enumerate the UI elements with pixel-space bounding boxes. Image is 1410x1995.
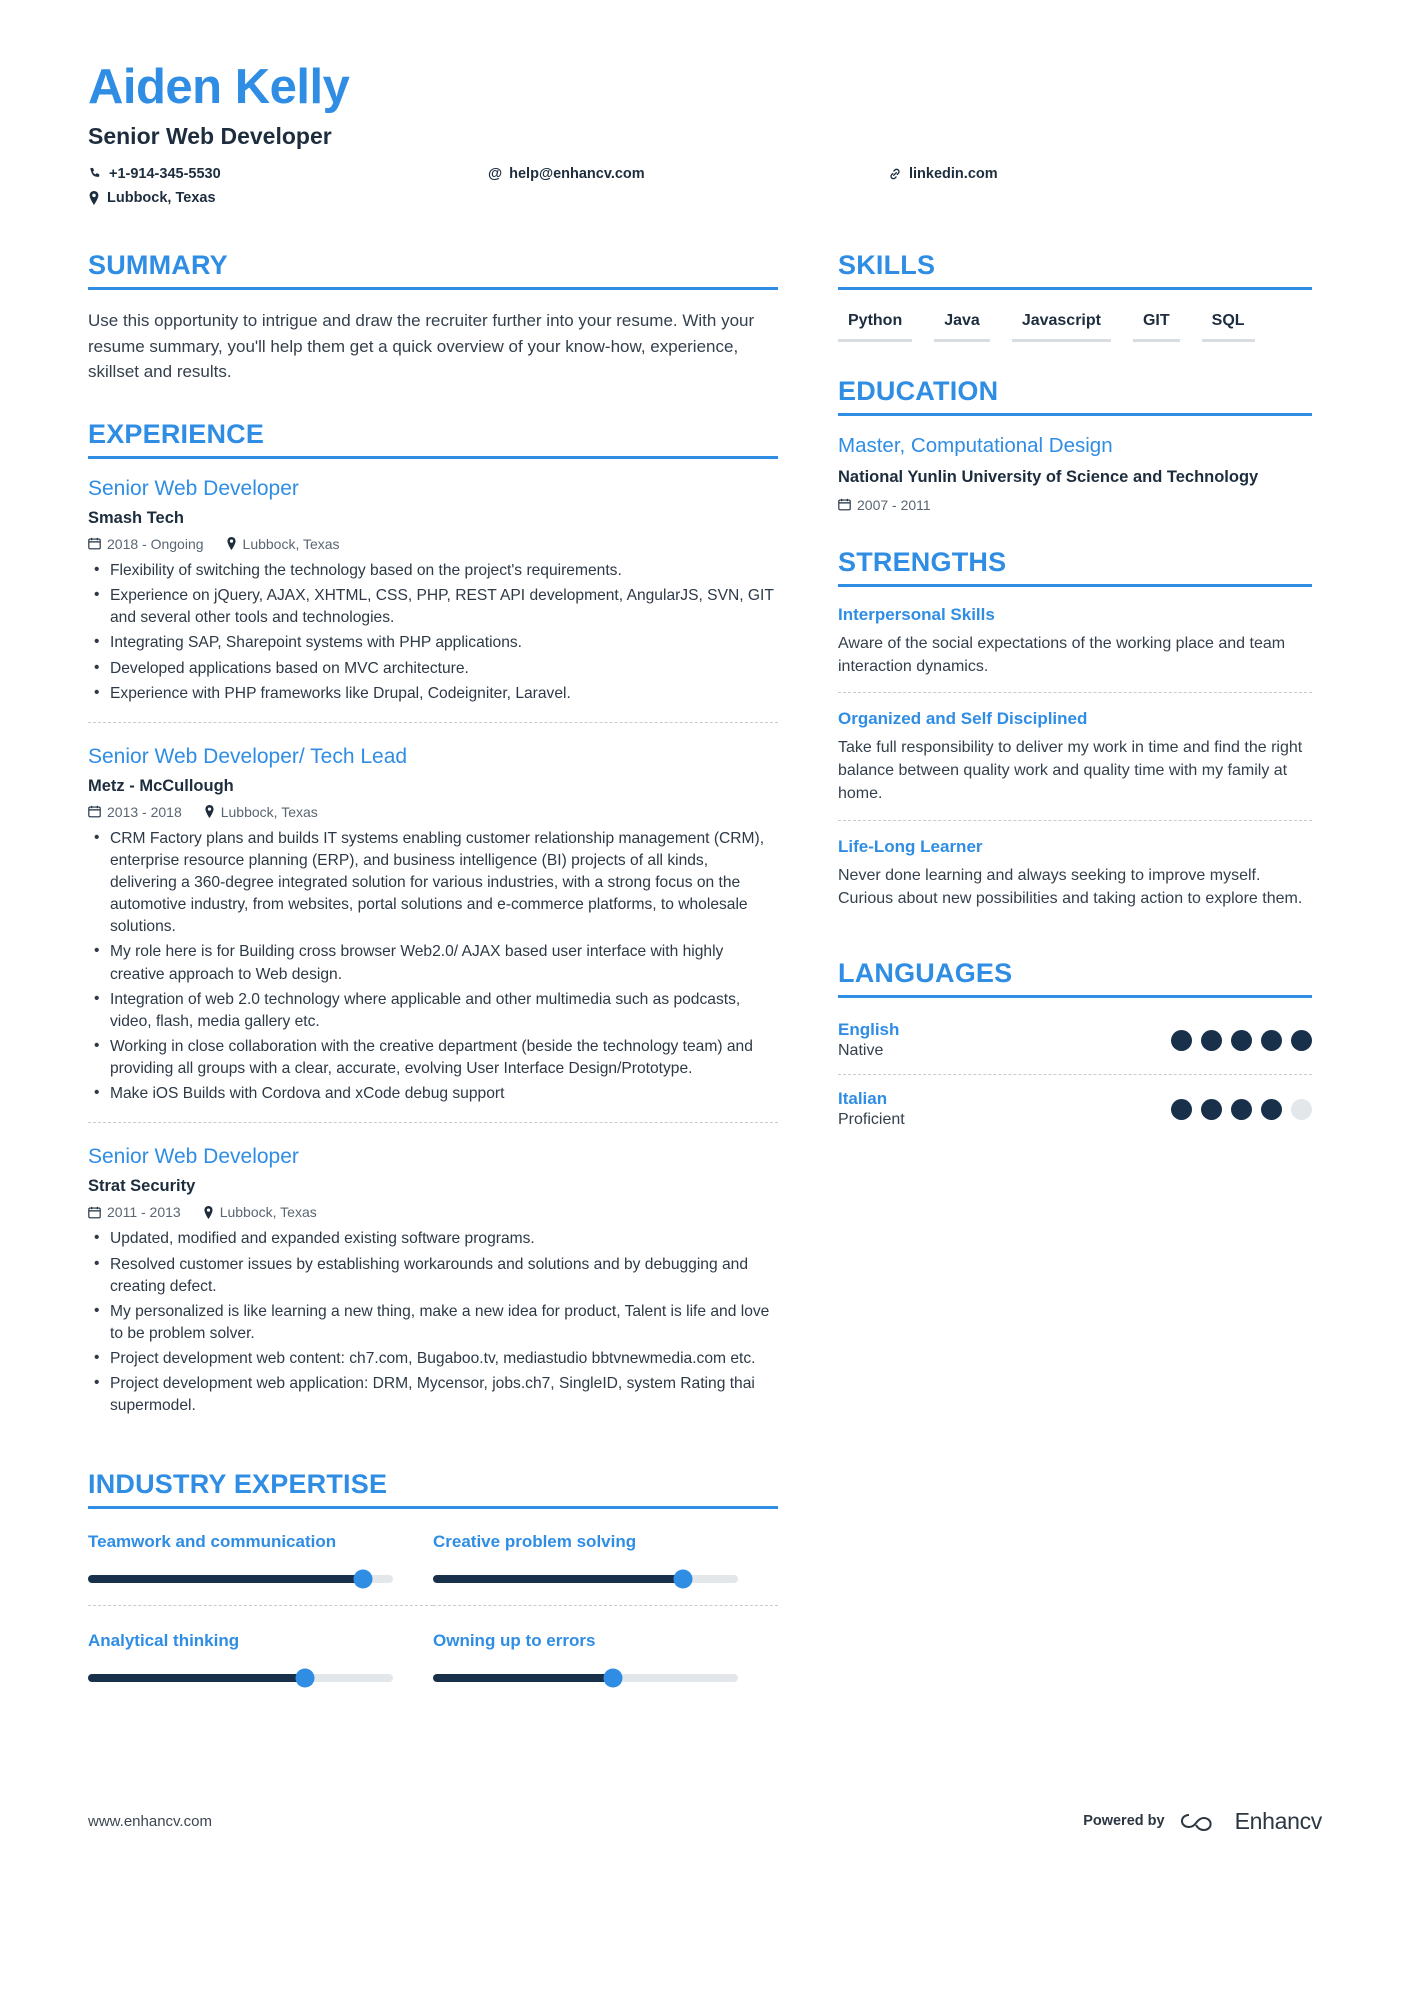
experience-bullet: • Experience on jQuery, AJAX, XHTML, CSS, PHP, REST API development, AngularJS, SVN, GIT and several other tools and technologies. (110, 585, 778, 629)
experience-role: Senior Web Developer (88, 476, 299, 500)
calendar-icon (838, 498, 851, 511)
strength-text: Never done learning and always seeking to improve myself. Curious about new possibilities and taking action to explore them. (838, 866, 1303, 907)
expertise-label: Creative problem solving (433, 1531, 637, 1551)
education-school: National Yunlin University of Science and Technology (838, 468, 1259, 487)
experience-item (88, 1122, 778, 1434)
experience-meta (88, 1204, 778, 1220)
expertise-slider[interactable] (88, 1674, 393, 1682)
strength-item (838, 692, 1312, 820)
experience-bullet: • Integration of web 2.0 technology where applicable and other multimedia such as podcasts, video, flash, media gallery etc. (110, 989, 778, 1033)
experience-dates (88, 536, 204, 552)
strength-item (838, 820, 1312, 924)
languages-divider (838, 995, 1312, 998)
experience-dates-value: 2018 - Ongoing (107, 535, 204, 552)
skill-tag: Java (934, 308, 990, 342)
experience-company: Metz - McCullough (88, 776, 234, 795)
contact-phone (88, 166, 488, 182)
experience-bullet: • CRM Factory plans and builds IT systems enabling customer relationship management (CRM), enterprise resource planning (ERP), and business intelligence (BI) projects of all kinds, delivering a 360-degree integrated solution for various industries, with a strong focus on the automotive industry, from websites, portal solutions and e-commerce platforms, to wholesale solutions. (110, 828, 778, 939)
expertise-item (88, 1527, 433, 1606)
experience-item (88, 722, 778, 1123)
contact-email[interactable] (488, 166, 888, 182)
experience-location (226, 536, 340, 552)
contact-link-value: linkedin.com (909, 166, 998, 183)
experience-dates-value: 2011 - 2013 (107, 1204, 181, 1221)
at-icon: @ (488, 166, 503, 183)
experience-bullet: • Experience with PHP frameworks like Drupal, Codeigniter, Laravel. (110, 683, 778, 705)
calendar-icon (88, 805, 101, 818)
language-item (838, 1016, 1312, 1074)
summary-text: Use this opportunity to intrigue and draw the recruiter further into your resume. With your resume summary, you'll help them get a quick overview of your know-how, experience, skillset and results. (88, 311, 755, 382)
education-item (838, 434, 1312, 512)
location-pin-icon (88, 191, 100, 205)
expertise-slider-knob[interactable] (674, 1569, 693, 1588)
industry-expertise-divider (88, 1506, 778, 1509)
summary-heading: SUMMARY (88, 250, 228, 281)
expertise-label: Owning up to errors (433, 1630, 596, 1650)
languages-section (838, 958, 1312, 1143)
enhancv-logo-icon (1177, 1808, 1223, 1834)
rating-dot (1291, 1030, 1312, 1051)
experience-dates (88, 804, 182, 820)
experience-bullets (88, 560, 778, 705)
rating-dot (1201, 1099, 1222, 1120)
experience-location (204, 804, 318, 820)
link-icon (888, 167, 902, 181)
experience-bullets (88, 828, 778, 1106)
strength-title: Organized and Self Disciplined (838, 709, 1088, 729)
expertise-item (433, 1527, 778, 1606)
expertise-slider-knob[interactable] (353, 1569, 372, 1588)
contact-phone-value: +1-914-345-5530 (109, 166, 221, 183)
contact-info (88, 166, 1322, 214)
experience-bullet: • Working in close collaboration with the creative department (beside the technology team) and providing all groups with a clear, accurate, evolving User Interface Design/Prototype. (110, 1036, 778, 1080)
experience-bullet: • Make iOS Builds with Cordova and xCode debug support (110, 1083, 778, 1105)
experience-bullet: • My personalized is like learning a new thing, make a new idea for product, Talent is life and love to be problem solver. (110, 1301, 778, 1345)
calendar-icon (88, 537, 101, 550)
candidate-name: Aiden Kelly (88, 60, 350, 114)
summary-divider (88, 287, 778, 290)
language-info (838, 1089, 905, 1129)
expertise-grid (88, 1527, 778, 1704)
experience-section (88, 419, 778, 1435)
rating-dot (1201, 1030, 1222, 1051)
strength-title: Interpersonal Skills (838, 604, 995, 624)
skills-list (838, 308, 1312, 342)
expertise-slider[interactable] (433, 1575, 738, 1583)
rating-dot (1231, 1099, 1252, 1120)
strengths-section (838, 547, 1312, 924)
experience-bullet: • Project development web application: DRM, Mycensor, jobs.ch7, SingleID, system Rating thai supermodel. (110, 1373, 778, 1417)
expertise-slider-fill (88, 1575, 363, 1583)
experience-heading: EXPERIENCE (88, 418, 265, 449)
strengths-divider (838, 584, 1312, 587)
experience-role: Senior Web Developer/ Tech Lead (88, 744, 408, 768)
strengths-heading: STRENGTHS (838, 546, 1007, 577)
expertise-label: Teamwork and communication (88, 1531, 337, 1551)
skills-heading: SKILLS (838, 250, 936, 281)
contact-location-value: Lubbock, Texas (107, 190, 216, 207)
location-pin-icon (203, 1206, 214, 1219)
location-pin-icon (204, 805, 215, 818)
skill-tag: GIT (1133, 308, 1180, 342)
footer-url[interactable]: www.enhancv.com (88, 1812, 212, 1830)
strength-text: Take full responsibility to deliver my work in time and find the right balance between quality work and quality time with my family at home. (838, 739, 1303, 803)
expertise-slider[interactable] (433, 1674, 738, 1682)
language-rating (1171, 1030, 1312, 1051)
resume-header (88, 0, 1322, 214)
expertise-slider-fill (433, 1575, 683, 1583)
experience-location (203, 1204, 317, 1220)
experience-divider (88, 456, 778, 459)
experience-company: Strat Security (88, 1177, 196, 1196)
education-heading: EDUCATION (838, 376, 999, 407)
experience-company: Smash Tech (88, 508, 184, 527)
experience-bullets (88, 1228, 778, 1417)
skill-tag: Python (838, 308, 912, 342)
education-dates (838, 497, 931, 513)
expertise-item (433, 1626, 778, 1704)
language-name: Italian (838, 1089, 888, 1109)
experience-bullet: • Project development web content: ch7.com, Bugaboo.tv, mediastudio bbtvnewmedia.com etc. (110, 1348, 778, 1370)
education-degree: Master, Computational Design (838, 434, 1113, 458)
experience-bullet: • Updated, modified and expanded existing software programs. (110, 1228, 778, 1250)
strength-text: Aware of the social expectations of the working place and team interaction dynamics. (838, 634, 1286, 675)
skills-divider (838, 287, 1312, 290)
contact-location (88, 190, 488, 206)
language-item (838, 1074, 1312, 1143)
language-level: Native (838, 1042, 884, 1060)
right-column (838, 250, 1312, 1177)
strength-title: Life-Long Learner (838, 836, 983, 856)
expertise-slider-knob[interactable] (603, 1668, 622, 1687)
experience-bullet: • Flexibility of switching the technology based on the project's requirements. (110, 560, 778, 582)
expertise-slider[interactable] (88, 1575, 393, 1583)
expertise-label: Analytical thinking (88, 1630, 240, 1650)
rating-dot (1171, 1099, 1192, 1120)
experience-meta (88, 804, 778, 820)
contact-link[interactable] (888, 166, 1188, 182)
rating-dot (1171, 1030, 1192, 1051)
left-column (88, 250, 778, 1737)
language-level: Proficient (838, 1111, 905, 1129)
education-divider (838, 413, 1312, 416)
footer-brand (1083, 1808, 1322, 1835)
experience-location-value: Lubbock, Texas (219, 1204, 317, 1221)
rating-dot (1261, 1030, 1282, 1051)
education-meta (838, 497, 1312, 513)
language-rating (1171, 1099, 1312, 1120)
experience-dates-value: 2013 - 2018 (107, 803, 182, 820)
brand-name: Enhancv (1234, 1807, 1322, 1834)
contact-email-value: help@enhancv.com (509, 166, 645, 183)
rating-dot-empty (1291, 1099, 1312, 1120)
experience-location-value: Lubbock, Texas (242, 535, 340, 552)
experience-role: Senior Web Developer (88, 1145, 299, 1169)
experience-item (88, 477, 778, 722)
language-info (838, 1020, 899, 1060)
strength-item (838, 605, 1312, 692)
experience-bullet: • Integrating SAP, Sharepoint systems with PHP applications. (110, 632, 778, 654)
education-section (838, 376, 1312, 512)
expertise-slider-fill (433, 1674, 613, 1682)
education-dates-value: 2007 - 2011 (857, 496, 931, 513)
candidate-job-title: Senior Web Developer (88, 123, 332, 150)
summary-section (88, 250, 778, 385)
language-name: English (838, 1020, 900, 1040)
industry-expertise-section (88, 1469, 778, 1704)
phone-icon (88, 167, 102, 181)
experience-bullet: • My role here is for Building cross browser Web2.0/ AJAX based user interface with highly creative approach to Web design. (110, 941, 778, 985)
powered-by-label: Powered by (1083, 1813, 1165, 1830)
location-pin-icon (226, 537, 237, 550)
languages-heading: LANGUAGES (838, 958, 1013, 989)
experience-meta (88, 536, 778, 552)
skill-tag: SQL (1202, 308, 1255, 342)
skill-tag: Javascript (1012, 308, 1111, 342)
experience-dates (88, 1204, 181, 1220)
experience-bullet: • Resolved customer issues by establishing workarounds and solutions and by debugging and creating defect. (110, 1254, 778, 1298)
page-footer (88, 1768, 1322, 1875)
rating-dot (1231, 1030, 1252, 1051)
expertise-slider-fill (88, 1674, 305, 1682)
rating-dot (1261, 1099, 1282, 1120)
calendar-icon (88, 1206, 101, 1219)
experience-location-value: Lubbock, Texas (220, 803, 318, 820)
skills-section (838, 250, 1312, 342)
industry-expertise-heading: INDUSTRY EXPERTISE (88, 1468, 388, 1499)
experience-bullet: • Developed applications based on MVC architecture. (110, 658, 778, 680)
expertise-slider-knob[interactable] (295, 1668, 314, 1687)
expertise-item (88, 1626, 433, 1704)
